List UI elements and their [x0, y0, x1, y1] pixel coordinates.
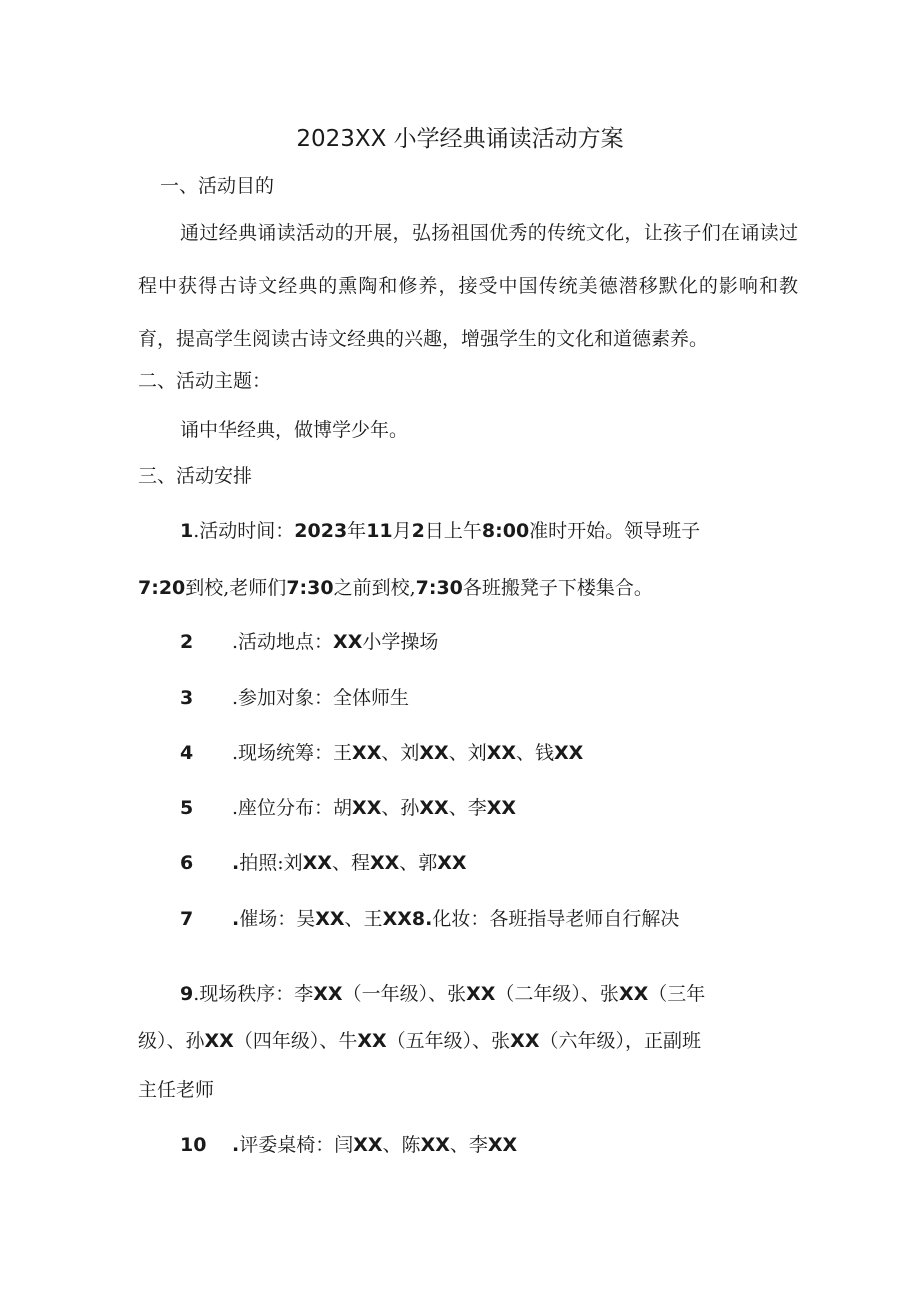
section-2-heading: 二、活动主题： [138, 370, 272, 392]
item-2-text: .活动地点：XX小学操场 [232, 631, 439, 653]
item-4-text: .现场统筹：王XX、刘XX、刘XX、钱XX [232, 742, 584, 764]
item-2-number: 2 [180, 631, 194, 653]
section-1-heading: 一、活动目的 [160, 175, 275, 197]
item-7-text: .催场：吴XX、王XX8.化妆：各班指导老师自行解决 [232, 908, 680, 930]
document-title: 2023XX 小学经典诵读活动方案 [296, 126, 624, 152]
item-7-number: 7 [180, 908, 194, 930]
item-9-line-2: 级）、孙XX（四年级）、牛XX（五年级）、张XX（六年级），正副班 [138, 1030, 701, 1052]
item-6-text: .拍照:刘XX、程XX、郭XX [232, 852, 467, 874]
section-2-body: 诵中华经典，做博学少年。 [180, 419, 409, 441]
item-10-number: 10 [180, 1134, 207, 1156]
item-3-text: .参加对象：全体师生 [232, 687, 410, 709]
item-9-line-1: 9.现场秩序：李XX（一年级）、张XX（二年级）、张XX（三年 [180, 983, 706, 1005]
item-6-number: 6 [180, 852, 194, 874]
item-10-text: .评委桌椅：闫XX、陈XX、李XX [232, 1134, 518, 1156]
section-3-heading: 三、活动安排 [138, 465, 253, 487]
item-4-number: 4 [180, 742, 194, 764]
item-1-number: 1 [180, 520, 194, 542]
item-9-number: 9 [180, 983, 194, 1005]
section-1-body: 通过经典诵读活动的开展，弘扬祖国优秀的传统文化，让孩子们在诵读过程中获得古诗文经典的熏陶和修养，接受中国传统美德潜移默化的影响和教育，提高学生阅读古诗文经典的兴趣，增强学生的文化和道德素养。 [138, 222, 798, 350]
item-9-line-3: 主任老师 [138, 1079, 215, 1101]
item-3-number: 3 [180, 687, 194, 709]
item-1-line-2: 7:20到校,老师们7:30之前到校,7:30各班搬凳子下楼集合。 [138, 577, 653, 599]
item-5-text: .座位分布：胡XX、孙XX、李XX [232, 797, 517, 819]
item-5-number: 5 [180, 797, 194, 819]
item-1-line-1: 1.活动时间：2023年11月2日上午8:00准时开始。领导班子 [180, 520, 701, 542]
